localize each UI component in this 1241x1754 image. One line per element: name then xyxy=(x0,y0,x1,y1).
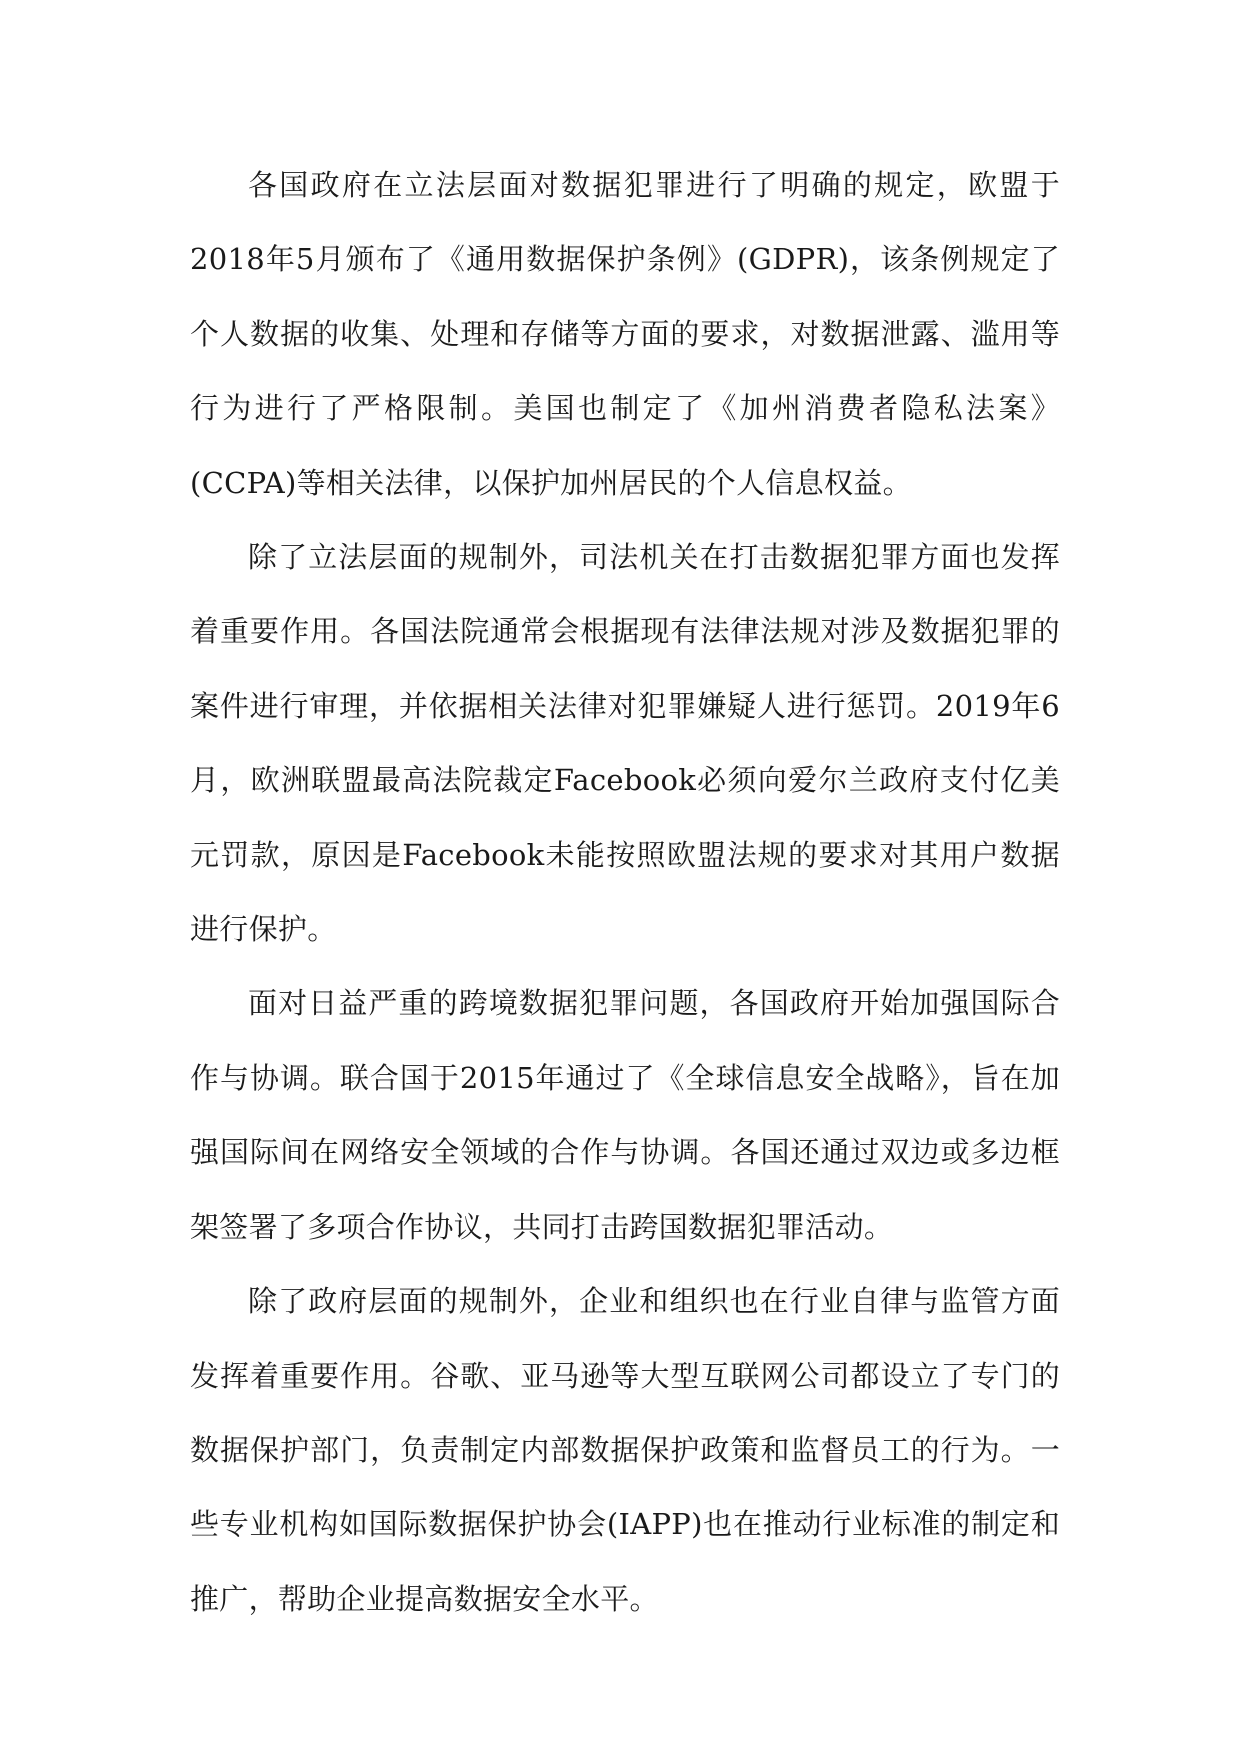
paragraph-international-cooperation: 面对日益严重的跨境数据犯罪问题，各国政府开始加强国际合作与协调。联合国于2015年通过了《全球信息安全战略》，旨在加强国际间在网络安全领域的合作与协调。各国还通过双边或多边框架签署了多项合作协议，共同打击跨国数据犯罪活动。 xyxy=(190,986,1060,1244)
paragraph-judiciary: 除了立法层面的规制外，司法机关在打击数据犯罪方面也发挥着重要作用。各国法院通常会根据现有法律法规对涉及数据犯罪的案件进行审理，并依据相关法律对犯罪嫌疑人进行惩罚。2019年6月，欧洲联盟最高法院裁定Facebook必须向爱尔兰政府支付亿美元罚款，原因是Facebook未能按照欧盟法规的要求对其用户数据进行保护。 xyxy=(190,540,1060,947)
body-text xyxy=(190,148,1060,1636)
paragraph-legislation: 各国政府在立法层面对数据犯罪进行了明确的规定，欧盟于2018年5月颁布了《通用数据保护条例》(GDPR)，该条例规定了个人数据的收集、处理和存储等方面的要求，对数据泄露、滥用等行为进行了严格限制。美国也制定了《加州消费者隐私法案》(CCPA)等相关法律，以保护加州居民的个人信息权益。 xyxy=(190,168,1060,500)
paragraph-industry-self-regulation: 除了政府层面的规制外，企业和组织也在行业自律与监管方面发挥着重要作用。谷歌、亚马逊等大型互联网公司都设立了专门的数据保护部门，负责制定内部数据保护政策和监督员工的行为。一些专业机构如国际数据保护协会(IAPP)也在推动行业标准的制定和推广，帮助企业提高数据安全水平。 xyxy=(190,1284,1060,1616)
